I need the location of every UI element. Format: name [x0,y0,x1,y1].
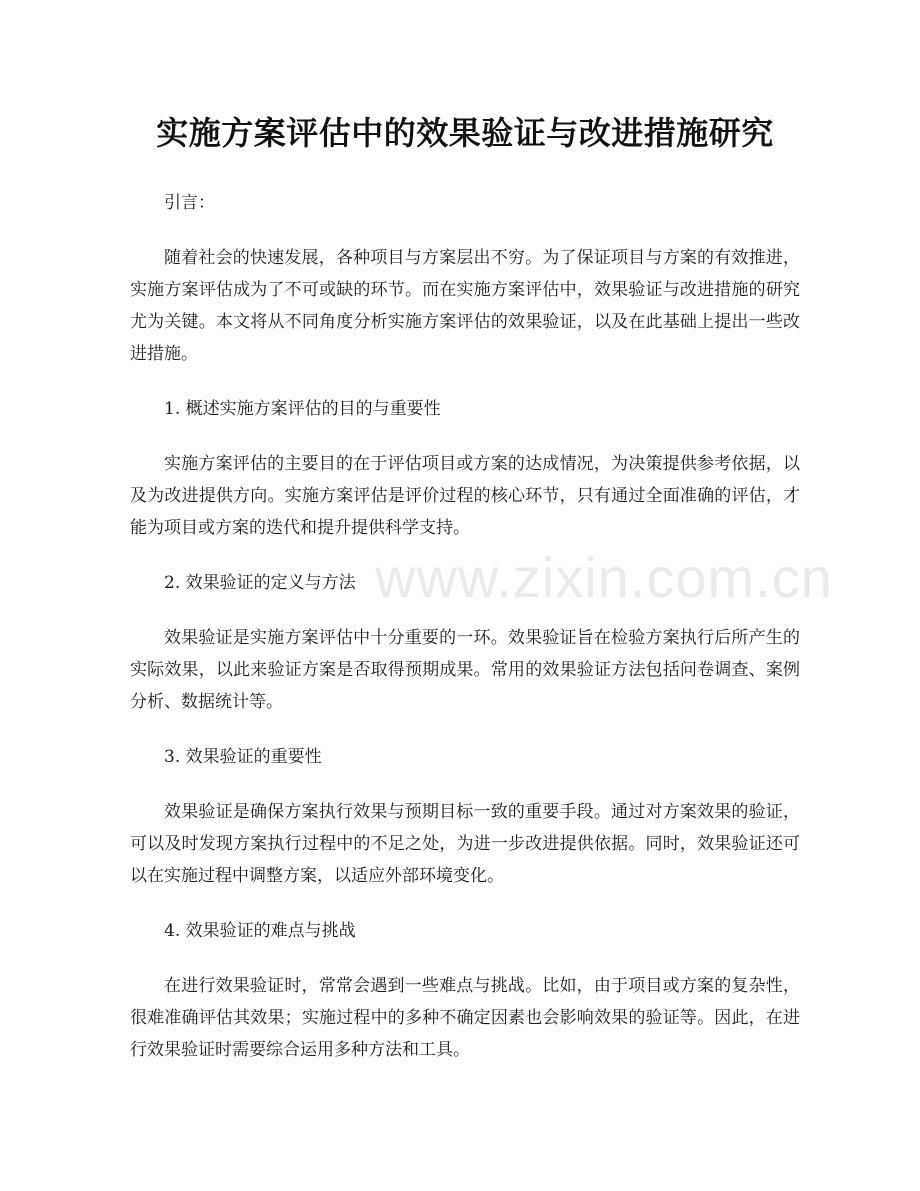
section-3-heading: 3. 效果验证的重要性 [164,747,322,767]
section-1-body: 实施方案评估的主要目的在于评估项目或方案的达成情况，为决策提供参考依据，以及为改进提供方向。实施方案评估是评价过程的核心环节，只有通过全面准确的评估，才能为项目或方案的迭代和提升提供科学支持。 [130,454,800,538]
section-2-body: 效果验证是实施方案评估中十分重要的一环。效果验证旨在检验方案执行后所产生的实际效果，以此来验证方案是否取得预期成果。常用的效果验证方法包括问卷调查、案例分析、数据统计等。 [130,628,800,712]
section-2-heading: 2. 效果验证的定义与方法 [164,573,356,593]
section-4-body: 在进行效果验证时，常常会遇到一些难点与挑战。比如，由于项目或方案的复杂性，很难准确评估其效果；实施过程中的多种不确定因素也会影响效果的验证等。因此，在进行效果验证时需要综合运用多种方法和工具。 [130,976,800,1060]
intro-label: 引言： [164,193,215,213]
document-title: 实施方案评估中的效果验证与改进措施研究 [156,114,774,152]
intro-paragraph: 随着社会的快速发展，各种项目与方案层出不穷。为了保证项目与方案的有效推进，实施方案评估成为了不可或缺的环节。而在实施方案评估中，效果验证与改进措施的研究尤为关键。本文将从不同角度分析实施方案评估的效果验证，以及在此基础上提出一些改进措施。 [130,248,800,364]
section-4-heading: 4. 效果验证的难点与挑战 [164,921,356,941]
section-1-heading: 1. 概述实施方案评估的目的与重要性 [164,399,441,419]
section-3-body: 效果验证是确保方案执行效果与预期目标一致的重要手段。通过对方案效果的验证，可以及时发现方案执行过程中的不足之处，为进一步改进提供依据。同时，效果验证还可以在实施过程中调整方案，以适应外部环境变化。 [130,802,800,886]
watermark-text: www.zixin.com.cn [375,546,833,609]
